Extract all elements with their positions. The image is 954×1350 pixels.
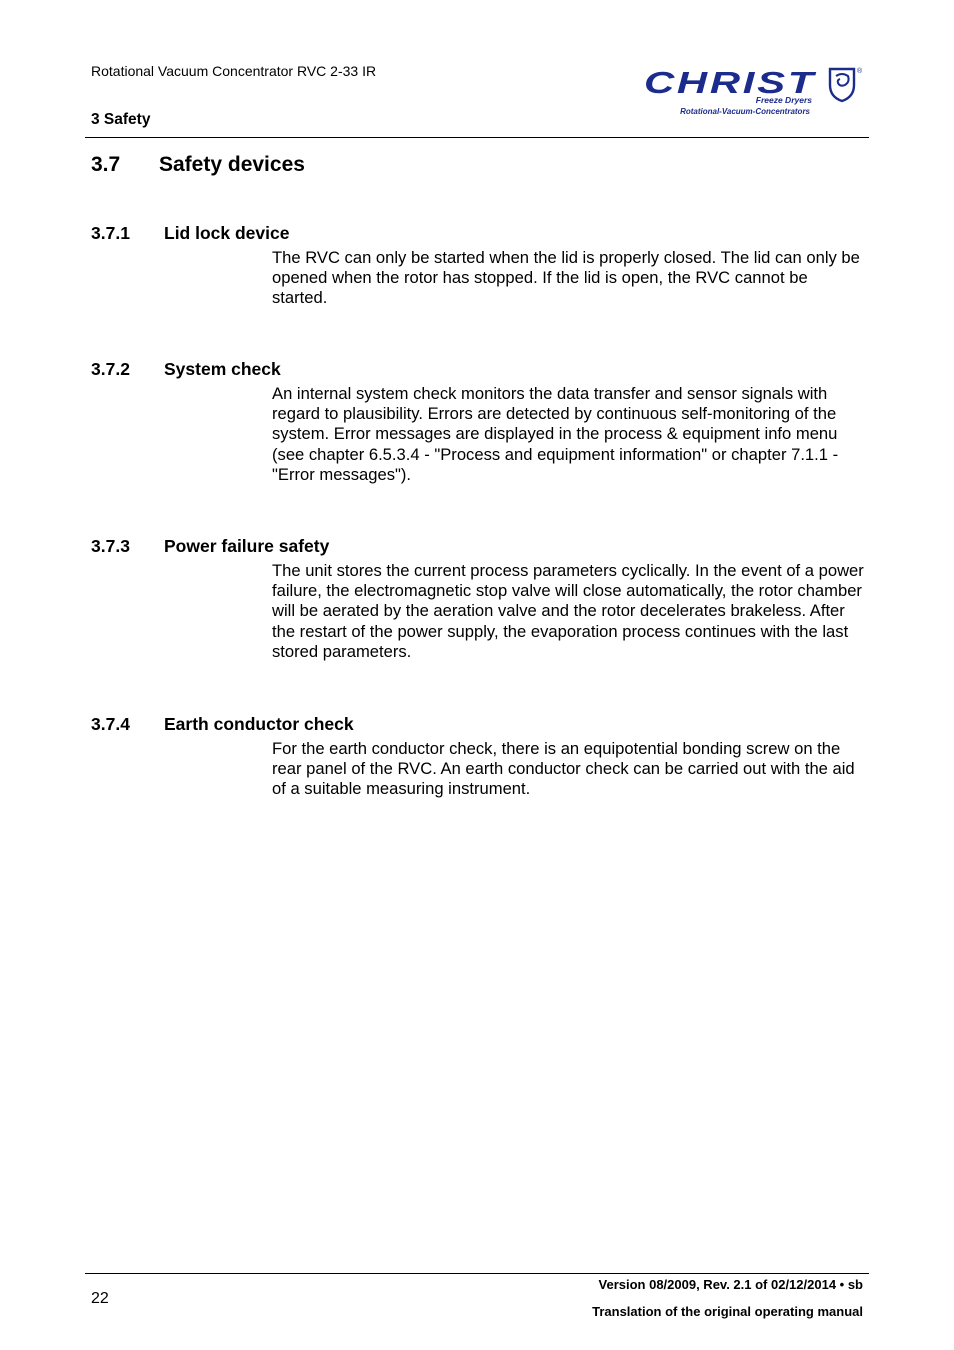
subsection-number: 3.7.4	[91, 714, 130, 734]
section-title: Safety devices	[159, 153, 305, 176]
page-number: 22	[91, 1290, 109, 1307]
logo-tagline-rvc: Rotational-Vacuum-Concentrators	[680, 107, 810, 116]
subsection-number: 3.7.1	[91, 223, 130, 243]
subsection-number: 3.7.2	[91, 359, 130, 379]
subsection-title: Lid lock device	[164, 223, 290, 243]
subsection-body: For the earth conductor check, there is an equipotential bonding screw on the rear panel of the RVC. An earth conductor check can be carried out with the aid of a suitable measuring instrument.	[272, 739, 855, 799]
footer-divider	[85, 1273, 869, 1274]
subsection-title: Power failure safety	[164, 536, 330, 556]
subsection-number: 3.7.3	[91, 536, 130, 556]
subsection-title: Earth conductor check	[164, 714, 354, 734]
version-info: Version 08/2009, Rev. 2.1 of 02/12/2014 • sb	[598, 1277, 863, 1292]
subsection-body: The RVC can only be started when the lid is properly closed. The lid can only be opened when the rotor has stopped. If the lid is open, the RVC cannot be started.	[272, 248, 860, 308]
subsection-heading	[91, 223, 871, 245]
logo-tagline-freeze-dryers: Freeze Dryers	[755, 95, 812, 105]
subsection-earth-conductor-check	[91, 714, 871, 800]
subsection-title: System check	[164, 359, 281, 379]
subsection-lid-lock-device	[91, 223, 871, 309]
subsection-system-check	[91, 359, 871, 485]
christ-logo	[640, 64, 868, 120]
subsection-heading	[91, 714, 871, 736]
translation-note: Translation of the original operating manual	[592, 1304, 863, 1319]
logo-registered-mark: ®	[857, 68, 863, 75]
header-divider	[85, 137, 869, 138]
subsection-power-failure-safety	[91, 536, 871, 662]
subsection-heading	[91, 536, 871, 558]
subsection-body: The unit stores the current process parameters cyclically. In the event of a power failure, the electromagnetic stop valve will close automatically, the rotor chamber will be aerated by the aeration valve and the rotor decelerates brakeless. After the restart of the power supply, the evaporation process continues with the last stored parameters.	[272, 561, 864, 661]
subsection-heading	[91, 359, 871, 381]
section-number: 3.7	[91, 153, 121, 176]
document-title: Rotational Vacuum Concentrator RVC 2-33 IR	[91, 63, 377, 79]
subsection-body: An internal system check monitors the data transfer and sensor signals with regard to plausibility. Errors are detected by continuous self-monitoring of the system. Error messages are displayed in the process & equipment info menu (see chapter 6.5.3.4 - "Process and equipment information" or chapter 7.1.1 - "Error messages").	[272, 384, 839, 484]
logo-brand-text: CHRIST	[644, 65, 818, 100]
chapter-header: 3 Safety	[91, 111, 151, 128]
